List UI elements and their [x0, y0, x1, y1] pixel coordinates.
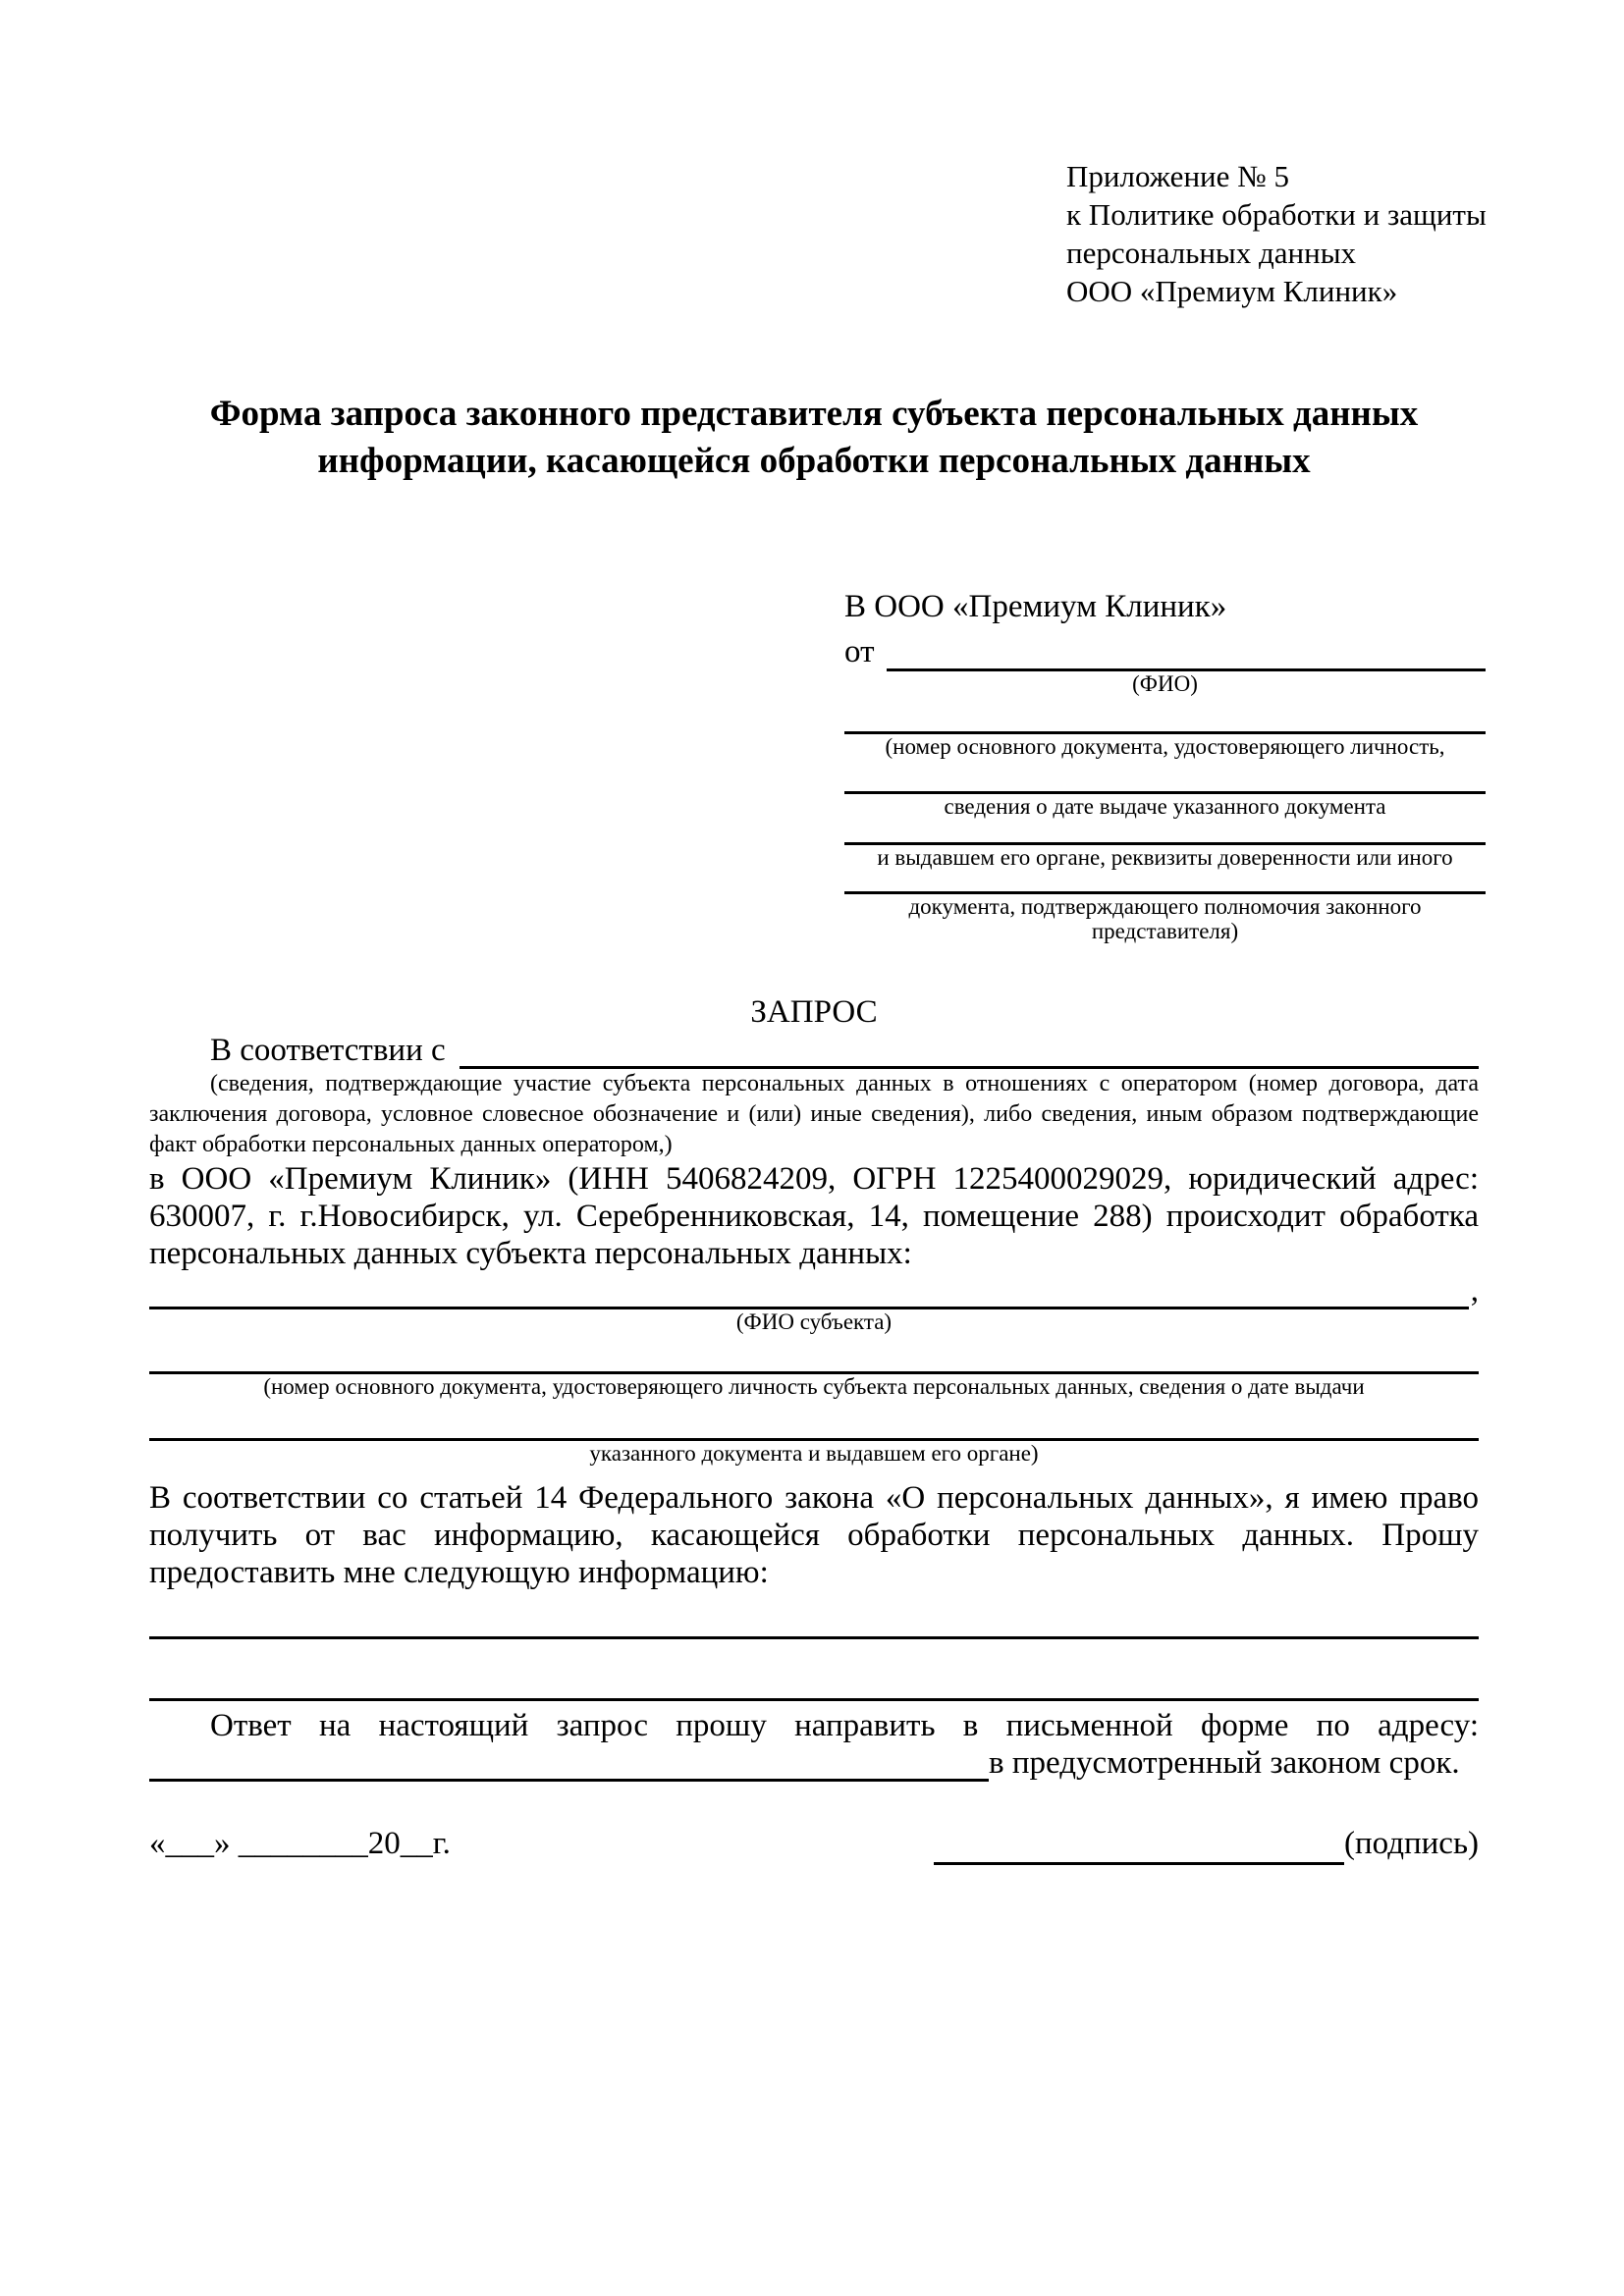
operator-paragraph: в ООО «Премиум Клиник» (ИНН 5406824209, ОГРН 1225400029029, юридический адрес: 630007, г. г.Новосибирск, ул. Серебренниковская, 14, помещение 288) происходит обработка персональных данных субъекта персональных данных:	[149, 1161, 1479, 1271]
blank-line-requested-info-1	[149, 1591, 1479, 1639]
caption-subject-document-1: (номер основного документа, удостоверяющего личность субъекта персональных данных, сведения о дате выдачи	[263, 1374, 1365, 1399]
recipient-organization: В ООО «Премиум Клиник»	[844, 589, 1227, 624]
caption-signature: (подпись)	[1344, 1826, 1479, 1861]
caption-subject-document-2: указанного документа и выдавшем его органе)	[589, 1441, 1039, 1466]
request-body	[149, 993, 1479, 1782]
reply-deadline-text: в предусмотренный законом срок.	[989, 1745, 1460, 1781]
blank-line-representative-fio	[887, 633, 1487, 671]
annex-header	[1066, 157, 1487, 310]
law-paragraph: В соответствии со статьей 14 Федерального закона «О персональных данных», я имею право получить от вас информацию, касающейся обработки персональных данных. Прошу предоставить мне следующую информацию:	[149, 1480, 1479, 1590]
page-title-line: информации, касающейся обработки персональных данных	[317, 441, 1311, 481]
page-title	[149, 391, 1479, 485]
caption-authority-document: документа, подтверждающего полномочия законного представителя)	[908, 894, 1422, 943]
blank-line-reply-address	[149, 1749, 989, 1782]
caption-subject-fio: (ФИО субъекта)	[735, 1309, 893, 1334]
annex-line: ООО «Премиум Клиник»	[1066, 274, 1398, 308]
blank-line-accordance	[460, 1031, 1479, 1069]
caption-document-number: (номер основного документа, удостоверяющего личность,	[885, 734, 1445, 759]
page-title-line: Форма запроса законного представителя субъекта персональных данных	[209, 394, 1419, 434]
accordance-label: В соответствии с	[210, 1033, 446, 1068]
blank-line-signature	[934, 1823, 1344, 1865]
blank-line-authority-document	[844, 870, 1486, 894]
from-label: от	[844, 634, 875, 669]
blank-line-document-issue-date	[844, 759, 1486, 794]
accordance-note: (сведения, подтверждающие участие субъекта персональных данных в отношениях с оператором (номер договора, дата заключения договора, условное словесное обозначение и (или) иные сведения), либо сведения, иным образом подтверждающие факт обработки персональных данных оператором,)	[149, 1071, 1479, 1157]
subject-fio-row	[149, 1272, 1479, 1309]
caption-issuing-authority: и выдавшем его органе, реквизиты доверенности или иного	[877, 845, 1453, 870]
date-line: «___» ________20__г.	[149, 1826, 451, 1861]
subject-fio-comma: ,	[1470, 1273, 1479, 1308]
caption-fio: (ФИО)	[1132, 671, 1198, 696]
reply-address-row	[149, 1744, 1479, 1782]
blank-line-document-number	[844, 696, 1486, 734]
blank-line-subject-document	[149, 1334, 1479, 1374]
annex-line: персональных данных	[1066, 236, 1357, 270]
reply-sentence: Ответ на настоящий запрос прошу направить в письменной форме по адресу:	[210, 1708, 1479, 1743]
annex-line: Приложение № 5	[1066, 159, 1289, 193]
accordance-row	[149, 1031, 1479, 1069]
blank-line-subject-fio	[149, 1279, 1469, 1309]
recipient-block	[844, 587, 1486, 943]
blank-line-subject-document-2	[149, 1399, 1479, 1441]
footer	[149, 1822, 1479, 1865]
blank-line-issuing-authority	[844, 819, 1486, 845]
blank-line-requested-info-2	[149, 1639, 1479, 1701]
from-row	[844, 632, 1486, 671]
caption-document-issue-date: сведения о дате выдаче указанного документа	[944, 794, 1386, 819]
request-heading: ЗАПРОС	[750, 994, 878, 1030]
annex-line: к Политике обработки и защиты	[1066, 197, 1487, 232]
